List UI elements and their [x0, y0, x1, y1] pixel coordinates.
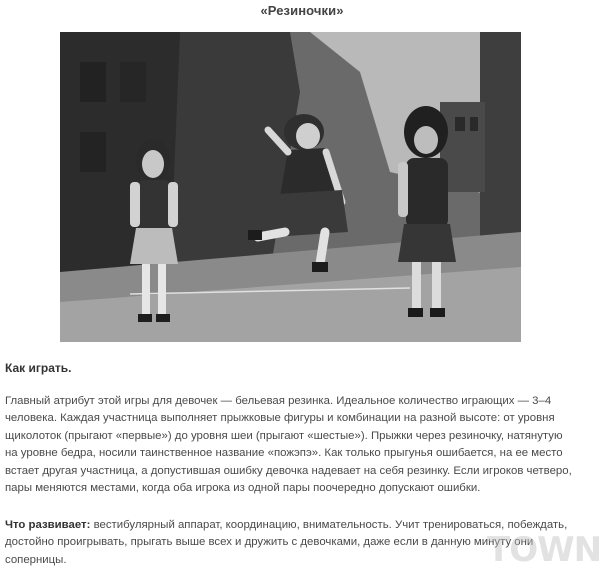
paragraph-line: соперницы. — [5, 553, 67, 566]
develops-label: Что развивает: — [5, 519, 91, 531]
watermark-logo: TOWN — [487, 530, 602, 570]
paragraph-line: достойно проигрывать, прыгать выше всех и дружить с девочками, даже если в данную минуту они — [5, 536, 534, 549]
what-it-develops-paragraph — [5, 517, 601, 569]
paragraph-line: встает другая участница, а допустившая ошибку девочка надевает на себя резинку. Если игроков четверо, — [5, 464, 572, 477]
paragraph-line: человека. Каждая участница выполняет прыжковые фигуры и комбинации на разной высоте: от уровня — [5, 412, 555, 425]
paragraph-line: щиколоток (прыгают «первые») до уровня шеи (прыгают «шестые»). Прыжки через резиночку, натянутую — [5, 429, 563, 442]
how-to-play-heading: Как играть. — [5, 361, 72, 375]
paragraph-line: пары меняются местами, когда оба игрока из одной пары поочередно допускают ошибки. — [5, 482, 481, 495]
article-photo — [60, 32, 521, 342]
page-title: «Резиночки» — [260, 3, 344, 18]
paragraph-line: Главный атрибут этой игры для девочек — бельевая резинка. Идеальное количество играющих — 3–4 — [5, 395, 552, 407]
paragraph-line — [5, 517, 601, 534]
how-to-play-paragraph — [5, 393, 601, 497]
paragraph-line: на уровне бедра, носили таинственное название «пожэпэ». Как только прыгунья ошибается, на ее место — [5, 447, 563, 460]
photo-illustration — [60, 32, 521, 342]
develops-text: вестибулярный аппарат, координацию, внимательность. Учит тренироваться, побеждать, — [90, 519, 568, 531]
